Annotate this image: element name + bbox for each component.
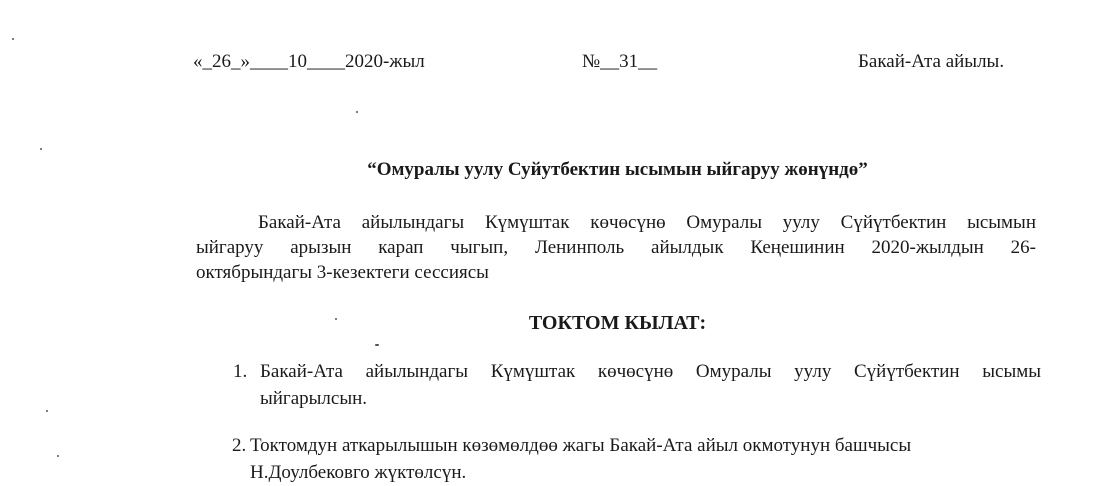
scan-speck [40,148,42,150]
scan-speck [335,318,337,320]
item-number: 2. [232,435,247,456]
item-line: Токтомдун аткарылышын көзөмөлдөө жагы Бакай-Ата айыл окмотунун башчысы [250,435,912,456]
item-number: 1. [233,361,248,382]
item-line: Н.Доулбековго жүктөлсүн. [250,462,467,483]
intro-line: октябрындагы 3-кезектеги сессиясы [196,262,489,283]
document-title: “Омуралы уулу Суйутбектин ысымын ыйгаруу жөнүндө” [367,159,868,180]
scan-speck [12,38,14,40]
document-place: Бакай-Ата айылы. [858,51,1005,72]
intro-line: ыйгаруу арызын карап чыгып, Ленинполь айылдык Кеңешинин 2020-жылдын 26- [196,237,1036,258]
document-number: №__31__ [582,51,658,72]
item-text [260,358,1041,412]
decision-heading: ТОКТОМ КЫЛАТ: [528,312,707,334]
scan-speck [57,455,59,457]
item-line: Бакай-Ата айылындагы Күмүштак көчөсүнө Омуралы уулу Сүйүтбектин ысымы [260,361,1041,382]
document-date: «_26_»____10____2020-жыл [193,51,425,72]
scan-speck [356,111,358,113]
intro-line: Бакай-Ата айылындагы Күмүштак көчөсүнө Омуралы уулу Сүйүтбектин ысымын [258,212,1036,233]
item-text [250,432,1050,486]
scan-speck [375,344,379,346]
scan-speck [46,410,48,412]
item-line: ыйгарылсын. [260,388,368,409]
intro-paragraph [196,210,1036,285]
